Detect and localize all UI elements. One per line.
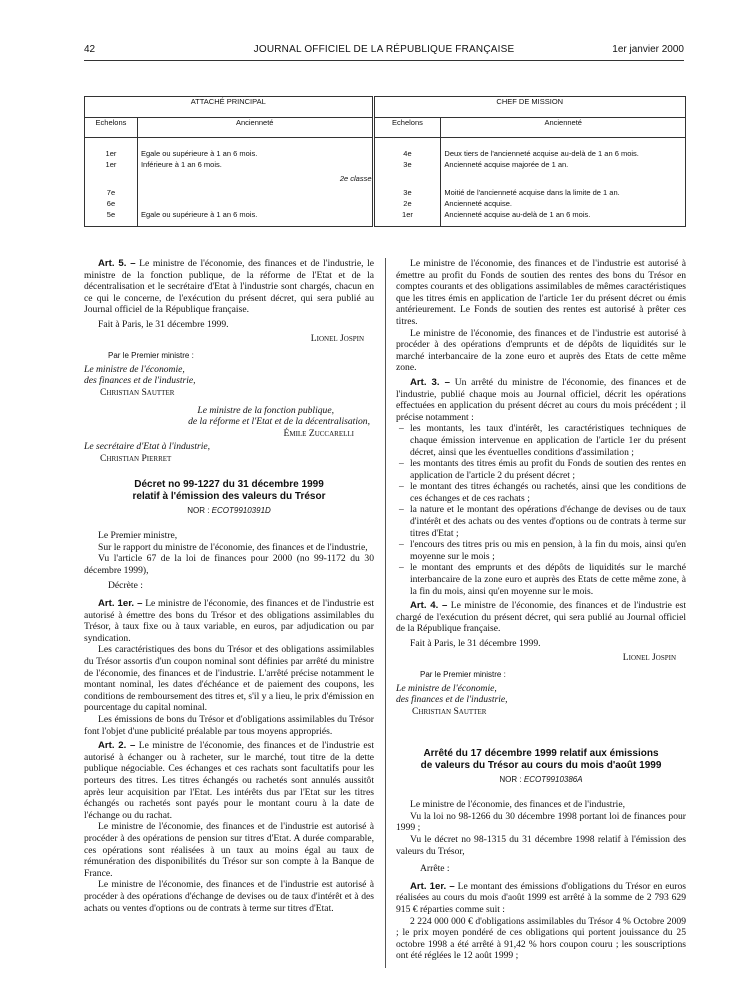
preamble: Le Premier ministre,: [98, 530, 178, 542]
article-5: Art. 5. – Le ministre de l'économie, des finances et de l'industrie, le ministre de la fonction publique, de la réforme de l'Etat et de la décentralisation et le secrétaire d'Etat à l'industrie sont chargés, chacun en ce qui le concerne, de l'exécution du présent décret, qui sera publié au Journal officiel de la République française.: [84, 258, 374, 316]
list-item: – l'encours des titres pris ou mis en pension, à la fin du mois, ainsi qu'en moyenne sur le mois ;: [396, 539, 686, 562]
minister-title: Le ministre de l'économie,: [396, 682, 497, 694]
article-label: Art. 5. –: [98, 258, 136, 269]
nor-reference: NOR : ECOT9910386A: [499, 774, 583, 784]
paragraph: 2 224 000 000 € d'obligations assimilables du Trésor 4 % Octobre 2009 ; le prix moyen pondéré de ces obligations qui portent jouissance du 25 octobre 1998 a été arrêté à 91,42 % hors coupon couru ; les souscriptions ont été réglées le 12 août 1999 ;: [396, 915, 686, 962]
article-3-list: [396, 423, 686, 597]
minister-title: des finances et de l'industrie,: [84, 375, 196, 387]
header-rule: [84, 60, 684, 61]
table-header-echelons: Echelons: [373, 118, 441, 138]
table-row: 5e Egale ou supérieure à 1 an 6 mois. 1er Ancienneté acquise au-delà de 1 an 6 mois.: [85, 209, 686, 227]
table-row: 6e 2e Ancienneté acquise.: [85, 198, 686, 209]
decrete: Décrète :: [108, 580, 143, 592]
preamble: Vu le décret no 98-1315 du 31 décembre 1998 relatif à l'émission des valeurs du Trésor,: [396, 833, 686, 857]
article-2: Art. 2. – Le ministre de l'économie, des finances et de l'industrie est autorisé à échanger ou à racheter, sur le marché, tout titre de la dette publique négociable. Ces échanges et ces rachats sont facultatifs pour les porteurs des titres. Les titres échangés ou rachetés sont annulés aussitôt après leur acquisition par l'Etat. Les intérêts dus par l'Etat sur les titres échangés ou rachetés sont payés pour le montant couru à la date de l'échange ou du rachat.: [84, 740, 374, 821]
page-number: 42: [84, 44, 96, 55]
list-item: – la nature et le montant des opérations d'échange de devises ou de taux d'intérêt et des achats ou des ventes d'options ou de contrats à terme sur titres d'Etat ;: [396, 504, 686, 539]
table-header-anciennete: Ancienneté: [441, 118, 686, 138]
nor-reference: NOR : ECOT9910391D: [187, 505, 271, 515]
article-1: Art. 1er. – Le ministre de l'économie, des finances et de l'industrie est autorisé à émettre des bons du Trésor et des obligations assimilables du Trésor, à taux fixe ou à taux variable, en euros, par adjudication ou par syndication.: [84, 598, 374, 644]
table-row: 1er Inférieure à 1 an 6 mois. 3e Ancienneté acquise majorée de 1 an.: [85, 159, 686, 170]
arrete: Arrête :: [420, 863, 450, 875]
fait-a-paris: Fait à Paris, le 31 décembre 1999.: [410, 638, 541, 649]
decree-title: Décret no 99-1227 du 31 décembre 1999 relatif à l'émission des valeurs du Trésor: [132, 478, 326, 502]
article-label: Art. 4. –: [410, 600, 448, 612]
paragraph: Les émissions de bons du Trésor et d'obligations assimilables du Trésor font l'objet d'une publicité préalable par tous moyens appropriés.: [84, 714, 374, 737]
par-premier-ministre: Par le Premier ministre :: [420, 670, 506, 680]
table-group-left: ATTACHÉ PRINCIPAL: [85, 97, 374, 118]
signature-sautter: Christian Sautter: [412, 705, 487, 717]
article-1: Art. 1er. – Le montant des émissions d'obligations du Trésor en euros réalisées au cours du mois d'août 1999 est arrêté à la somme de 2 793 629 915 € réparties comme suit :: [396, 880, 686, 915]
signature-jospin: Lionel Jospin: [310, 332, 364, 344]
article-label: Art. 3. –: [410, 376, 450, 388]
article-label: Art. 2. –: [98, 740, 136, 752]
paragraph: Le ministre de l'économie, des finances et de l'industrie est autorisé à procéder à des opérations d'emprunts et de dépôts de liquidités sur le marché interbancaire de la zone euro et auprès des Etats de cette même zone.: [396, 327, 686, 374]
right-column: [396, 258, 686, 962]
paragraph: Les caractéristiques des bons du Trésor et des obligations assimilables du Trésor assortis d'un coupon nominal sont définies par arrêté du ministre de l'économie, des finances et de l'industrie. L'arrêté précise notamment le montant nominal, les dates d'échéance et de paiement des coupons, les conditions de remboursement des titres et, s'il y a lieu, le prix d'émission en pourcentage du capital nominal.: [84, 644, 374, 714]
table-section-label: 2e classe: [137, 170, 373, 187]
table-group-right: CHEF DE MISSION: [373, 97, 686, 118]
preamble: Vu l'article 67 de la loi de finances pour 2000 (no 99-1172 du 30 décembre 1999),: [84, 553, 374, 576]
minister-title: Le ministre de la fonction publique,: [197, 404, 334, 416]
paragraph: Le ministre de l'économie, des finances et de l'industrie est autorisé à émettre au profit du Fonds de soutien des rentes des bons du Trésor en comptes courants et des obligations assimilables de mêmes caractéristiques que les titres émis en application de l'article 1er du présent décret ou émis antérieurement. Le Fonds de soutien des rentes est autorisé à prêter ces titres.: [396, 258, 686, 327]
par-premier-ministre: Par le Premier ministre :: [108, 351, 194, 361]
list-item: – le montant des emprunts et des dépôts de liquidités sur le marché interbancaire de la zone euro et auprès des Etats de cette même zone, à la fin du mois, ainsi qu'en moyenne sur le mois.: [396, 562, 686, 597]
issue-date: 1er janvier 2000: [612, 44, 684, 55]
minister-title: des finances et de l'industrie,: [396, 694, 508, 706]
article-3: Art. 3. – Un arrêté du ministre de l'économie, des finances et de l'industrie, publié chaque mois au Journal officiel, décrit les opérations effectuées en application du présent décret au cours du mois précédent ; il précise notamment :: [396, 376, 686, 423]
table-header-anciennete: Ancienneté: [137, 118, 373, 138]
column-divider: [385, 258, 386, 968]
table-header-echelons: Echelons: [85, 118, 138, 138]
signature-pierret: Christian Pierret: [100, 452, 172, 464]
signature-jospin: Lionel Jospin: [622, 651, 676, 663]
list-item: – les montants, les taux d'intérêt, les caractéristiques techniques de chaque émission intervenue en application de l'article 1er du présent décret, ainsi que les éventuelles conditions d'assimilation ;: [396, 423, 686, 458]
article-label: Art. 1er. –: [410, 880, 455, 892]
preamble: Vu la loi no 98-1266 du 30 décembre 1998 portant loi de finances pour 1999 ;: [396, 810, 686, 834]
signature-sautter: Christian Sautter: [100, 386, 175, 398]
list-item: – les montants des titres émis au profit du Fonds de soutien des rentes en application de l'article 2 du présent décret ;: [396, 458, 686, 481]
fait-a-paris: Fait à Paris, le 31 décembre 1999.: [98, 318, 229, 330]
minister-title: Le ministre de l'économie,: [84, 363, 185, 375]
article-label: Art. 1er. –: [98, 598, 143, 610]
table-row: 1er Egale ou supérieure à 1 an 6 mois. 4e Deux tiers de l'ancienneté acquise au-delà de 1 an 6 mois.: [85, 138, 686, 160]
table-section-row: [85, 170, 686, 187]
signature-zuccarelli: Émile Zuccarelli: [283, 427, 354, 439]
preamble: Sur le rapport du ministre de l'économie, des finances et de l'industrie,: [98, 541, 368, 553]
list-item: – le montant des titres échangés ou rachetés, ainsi que les conditions de ces échanges et de ces rachats ;: [396, 481, 686, 504]
article-4: Art. 4. – Le ministre de l'économie, des finances et de l'industrie est chargé de l'exécution du présent décret, qui sera publié au Journal officiel de la République française.: [396, 600, 686, 635]
arrete-title: Arrêté du 17 décembre 1999 relatif aux émissions de valeurs du Trésor au cours du mois d'août 1999: [420, 747, 662, 771]
minister-title: de la réforme et l'Etat et de la décentralisation,: [188, 416, 370, 428]
grade-table: [84, 96, 686, 227]
paragraph: Le ministre de l'économie, des finances et de l'industrie est autorisé à procéder à des opérations de pension sur titres d'Etat. A durée comparable, ces opérations sont réalisées à un taux au moins égal au taux de rémunération des disponibilités du Trésor sur son compte à la Banque de France.: [84, 821, 374, 879]
table-row: 7e 3e Moitié de l'ancienneté acquise dans la limite de 1 an.: [85, 187, 686, 198]
preamble: Le ministre de l'économie, des finances et de l'industrie,: [410, 799, 625, 811]
left-column: [84, 258, 374, 914]
paragraph: Le ministre de l'économie, des finances et de l'industrie est autorisé à procéder à des opérations d'échange de devises ou de taux d'intérêt et à des achats ou ventes d'options ou de contrats à terme sur titres d'Etat.: [84, 879, 374, 914]
minister-title: Le secrétaire d'Etat à l'industrie,: [84, 441, 211, 453]
page-header: [84, 44, 684, 58]
journal-title: JOURNAL OFFICIEL DE LA RÉPUBLIQUE FRANÇAISE: [253, 44, 515, 55]
